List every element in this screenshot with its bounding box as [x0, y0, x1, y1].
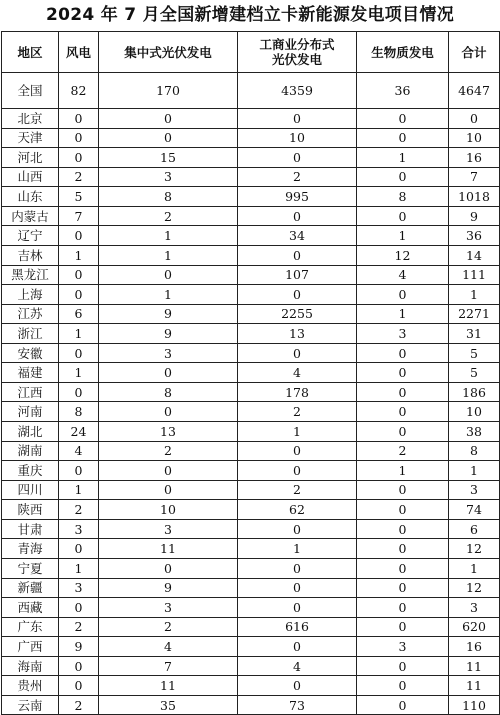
cell-centralized-pv: 0 — [99, 128, 238, 148]
cell-distributed-pv: 10 — [238, 128, 357, 148]
cell-total: 1 — [449, 461, 500, 481]
cell-region: 山西 — [2, 167, 59, 187]
table-row — [2, 402, 500, 422]
page-title: 2024 年 7 月全国新增建档立卡新能源发电项目情况 — [46, 5, 454, 25]
header-distributed-pv — [238, 32, 357, 73]
cell-distributed-pv: 0 — [238, 578, 357, 598]
cell-total: 10 — [449, 402, 500, 422]
cell-biomass: 0 — [357, 598, 449, 618]
cell-biomass: 0 — [357, 109, 449, 129]
cell-wind: 82 — [59, 73, 99, 109]
cell-centralized-pv: 4 — [99, 637, 238, 657]
cell-total: 14 — [449, 245, 500, 265]
cell-centralized-pv: 3 — [99, 343, 238, 363]
cell-biomass: 12 — [357, 245, 449, 265]
cell-centralized-pv: 9 — [99, 304, 238, 324]
cell-total: 16 — [449, 637, 500, 657]
cell-distributed-pv: 0 — [238, 461, 357, 481]
cell-biomass: 3 — [357, 324, 449, 344]
cell-centralized-pv: 1 — [99, 285, 238, 305]
cell-distributed-pv: 0 — [238, 519, 357, 539]
cell-biomass: 0 — [357, 578, 449, 598]
cell-wind: 1 — [59, 558, 99, 578]
cell-centralized-pv: 3 — [99, 167, 238, 187]
cell-centralized-pv: 9 — [99, 578, 238, 598]
table-row — [2, 285, 500, 305]
cell-total: 7 — [449, 167, 500, 187]
cell-centralized-pv: 3 — [99, 598, 238, 618]
cell-region: 湖北 — [2, 422, 59, 442]
table-row — [2, 128, 500, 148]
cell-distributed-pv: 73 — [238, 695, 357, 715]
cell-distributed-pv: 0 — [238, 598, 357, 618]
cell-biomass: 0 — [357, 617, 449, 637]
table-row — [2, 676, 500, 696]
header-region: 地区 — [2, 32, 59, 73]
cell-total: 620 — [449, 617, 500, 637]
cell-wind: 0 — [59, 109, 99, 129]
cell-total: 110 — [449, 695, 500, 715]
cell-distributed-pv: 1 — [238, 422, 357, 442]
cell-region: 内蒙古 — [2, 206, 59, 226]
cell-total: 11 — [449, 676, 500, 696]
cell-distributed-pv: 0 — [238, 441, 357, 461]
cell-distributed-pv: 0 — [238, 676, 357, 696]
table-row — [2, 656, 500, 676]
cell-region: 广西 — [2, 637, 59, 657]
table-row — [2, 343, 500, 363]
cell-total: 1018 — [449, 187, 500, 207]
header-total: 合计 — [449, 32, 500, 73]
cell-distributed-pv: 4 — [238, 363, 357, 383]
table-header-row — [2, 32, 500, 73]
table-row — [2, 245, 500, 265]
cell-distributed-pv: 2 — [238, 480, 357, 500]
cell-wind: 9 — [59, 637, 99, 657]
cell-wind: 0 — [59, 343, 99, 363]
cell-region: 吉林 — [2, 245, 59, 265]
header-wind: 风电 — [59, 32, 99, 73]
cell-biomass: 0 — [357, 402, 449, 422]
cell-centralized-pv: 7 — [99, 656, 238, 676]
table-row — [2, 422, 500, 442]
table-row — [2, 167, 500, 187]
cell-distributed-pv: 0 — [238, 148, 357, 168]
cell-region: 云南 — [2, 695, 59, 715]
cell-wind: 2 — [59, 695, 99, 715]
cell-region: 宁夏 — [2, 558, 59, 578]
cell-distributed-pv: 62 — [238, 500, 357, 520]
cell-distributed-pv: 0 — [238, 637, 357, 657]
cell-biomass: 0 — [357, 206, 449, 226]
cell-centralized-pv: 2 — [99, 206, 238, 226]
cell-region: 陕西 — [2, 500, 59, 520]
cell-wind: 0 — [59, 598, 99, 618]
header-distributed-pv-line2: 光伏发电 — [271, 52, 322, 67]
cell-wind: 5 — [59, 187, 99, 207]
table-row — [2, 187, 500, 207]
cell-total: 11 — [449, 656, 500, 676]
cell-total: 12 — [449, 578, 500, 598]
cell-total: 74 — [449, 500, 500, 520]
cell-total: 10 — [449, 128, 500, 148]
cell-biomass: 4 — [357, 265, 449, 285]
cell-biomass: 0 — [357, 422, 449, 442]
cell-distributed-pv: 616 — [238, 617, 357, 637]
cell-distributed-pv: 0 — [238, 285, 357, 305]
cell-biomass: 0 — [357, 539, 449, 559]
cell-biomass: 0 — [357, 558, 449, 578]
cell-centralized-pv: 0 — [99, 363, 238, 383]
cell-region: 广东 — [2, 617, 59, 637]
cell-total: 31 — [449, 324, 500, 344]
header-centralized-pv: 集中式光伏发电 — [99, 32, 238, 73]
cell-centralized-pv: 0 — [99, 558, 238, 578]
table-row — [2, 695, 500, 715]
cell-distributed-pv: 178 — [238, 382, 357, 402]
cell-wind: 0 — [59, 148, 99, 168]
table-row — [2, 500, 500, 520]
project-table — [1, 31, 500, 715]
cell-centralized-pv: 3 — [99, 519, 238, 539]
cell-region: 黑龙江 — [2, 265, 59, 285]
cell-biomass: 1 — [357, 461, 449, 481]
cell-region: 山东 — [2, 187, 59, 207]
cell-total: 186 — [449, 382, 500, 402]
cell-total: 111 — [449, 265, 500, 285]
table-row — [2, 578, 500, 598]
table-row — [2, 363, 500, 383]
cell-total: 36 — [449, 226, 500, 246]
cell-distributed-pv: 0 — [238, 558, 357, 578]
cell-total: 3 — [449, 598, 500, 618]
cell-biomass: 1 — [357, 148, 449, 168]
cell-centralized-pv: 13 — [99, 422, 238, 442]
table-row — [2, 324, 500, 344]
table-row — [2, 480, 500, 500]
cell-biomass: 0 — [357, 519, 449, 539]
cell-distributed-pv: 2 — [238, 402, 357, 422]
cell-centralized-pv: 11 — [99, 539, 238, 559]
cell-region: 江西 — [2, 382, 59, 402]
cell-total: 1 — [449, 285, 500, 305]
cell-biomass: 0 — [357, 480, 449, 500]
table-row — [2, 304, 500, 324]
cell-wind: 0 — [59, 539, 99, 559]
cell-wind: 1 — [59, 324, 99, 344]
cell-total: 16 — [449, 148, 500, 168]
cell-centralized-pv: 2 — [99, 617, 238, 637]
cell-centralized-pv: 8 — [99, 382, 238, 402]
cell-total: 5 — [449, 363, 500, 383]
table-row — [2, 206, 500, 226]
cell-biomass: 8 — [357, 187, 449, 207]
cell-centralized-pv: 0 — [99, 109, 238, 129]
cell-total: 4647 — [449, 73, 500, 109]
cell-wind: 0 — [59, 461, 99, 481]
table-row — [2, 637, 500, 657]
cell-biomass: 1 — [357, 226, 449, 246]
cell-centralized-pv: 8 — [99, 187, 238, 207]
cell-total: 0 — [449, 109, 500, 129]
cell-region: 安徽 — [2, 343, 59, 363]
cell-biomass: 0 — [357, 343, 449, 363]
cell-region: 湖南 — [2, 441, 59, 461]
cell-distributed-pv: 0 — [238, 206, 357, 226]
cell-centralized-pv: 9 — [99, 324, 238, 344]
cell-distributed-pv: 107 — [238, 265, 357, 285]
cell-region: 海南 — [2, 656, 59, 676]
cell-region: 西藏 — [2, 598, 59, 618]
cell-total: 12 — [449, 539, 500, 559]
cell-distributed-pv: 0 — [238, 109, 357, 129]
cell-biomass: 1 — [357, 304, 449, 324]
cell-centralized-pv: 10 — [99, 500, 238, 520]
cell-biomass: 0 — [357, 363, 449, 383]
cell-total: 38 — [449, 422, 500, 442]
cell-centralized-pv: 0 — [99, 402, 238, 422]
cell-region: 河南 — [2, 402, 59, 422]
cell-total: 9 — [449, 206, 500, 226]
cell-region: 重庆 — [2, 461, 59, 481]
cell-wind: 7 — [59, 206, 99, 226]
cell-wind: 0 — [59, 676, 99, 696]
cell-distributed-pv: 995 — [238, 187, 357, 207]
cell-biomass: 0 — [357, 382, 449, 402]
cell-wind: 0 — [59, 656, 99, 676]
cell-biomass: 2 — [357, 441, 449, 461]
cell-distributed-pv: 0 — [238, 245, 357, 265]
cell-distributed-pv: 4 — [238, 656, 357, 676]
table-row — [2, 226, 500, 246]
cell-region: 浙江 — [2, 324, 59, 344]
cell-wind: 6 — [59, 304, 99, 324]
cell-distributed-pv: 2255 — [238, 304, 357, 324]
cell-total: 3 — [449, 480, 500, 500]
cell-distributed-pv: 34 — [238, 226, 357, 246]
cell-wind: 0 — [59, 226, 99, 246]
cell-wind: 2 — [59, 167, 99, 187]
cell-biomass: 3 — [357, 637, 449, 657]
cell-region: 辽宁 — [2, 226, 59, 246]
table-row — [2, 519, 500, 539]
cell-wind: 24 — [59, 422, 99, 442]
cell-wind: 3 — [59, 519, 99, 539]
table-row — [2, 148, 500, 168]
header-distributed-pv-line1: 工商业分布式 — [259, 37, 335, 52]
table-row — [2, 617, 500, 637]
cell-centralized-pv: 0 — [99, 480, 238, 500]
table-row — [2, 265, 500, 285]
cell-distributed-pv: 4359 — [238, 73, 357, 109]
cell-centralized-pv: 1 — [99, 226, 238, 246]
cell-region: 四川 — [2, 480, 59, 500]
cell-wind: 4 — [59, 441, 99, 461]
cell-total: 8 — [449, 441, 500, 461]
cell-biomass: 0 — [357, 128, 449, 148]
cell-centralized-pv: 0 — [99, 461, 238, 481]
cell-distributed-pv: 13 — [238, 324, 357, 344]
cell-total: 6 — [449, 519, 500, 539]
table-row — [2, 441, 500, 461]
cell-wind: 1 — [59, 363, 99, 383]
cell-centralized-pv: 11 — [99, 676, 238, 696]
cell-region: 福建 — [2, 363, 59, 383]
cell-biomass: 0 — [357, 167, 449, 187]
cell-region: 贵州 — [2, 676, 59, 696]
cell-distributed-pv: 0 — [238, 343, 357, 363]
cell-centralized-pv: 2 — [99, 441, 238, 461]
cell-region: 河北 — [2, 148, 59, 168]
cell-region: 天津 — [2, 128, 59, 148]
cell-centralized-pv: 170 — [99, 73, 238, 109]
header-biomass: 生物质发电 — [357, 32, 449, 73]
cell-wind: 0 — [59, 382, 99, 402]
cell-total: 5 — [449, 343, 500, 363]
cell-wind: 0 — [59, 285, 99, 305]
cell-biomass: 0 — [357, 285, 449, 305]
cell-wind: 3 — [59, 578, 99, 598]
cell-region: 上海 — [2, 285, 59, 305]
table-row — [2, 461, 500, 481]
table-row — [2, 558, 500, 578]
cell-wind: 1 — [59, 245, 99, 265]
cell-region: 北京 — [2, 109, 59, 129]
table-row-national — [2, 73, 500, 109]
cell-total: 2271 — [449, 304, 500, 324]
cell-region: 全国 — [2, 73, 59, 109]
table-row — [2, 109, 500, 129]
table-row — [2, 382, 500, 402]
cell-biomass: 0 — [357, 500, 449, 520]
cell-biomass: 0 — [357, 695, 449, 715]
cell-wind: 2 — [59, 500, 99, 520]
cell-distributed-pv: 1 — [238, 539, 357, 559]
table-row — [2, 598, 500, 618]
cell-centralized-pv: 0 — [99, 265, 238, 285]
cell-region: 江苏 — [2, 304, 59, 324]
cell-distributed-pv: 2 — [238, 167, 357, 187]
cell-biomass: 36 — [357, 73, 449, 109]
cell-centralized-pv: 1 — [99, 245, 238, 265]
cell-centralized-pv: 15 — [99, 148, 238, 168]
cell-region: 甘肃 — [2, 519, 59, 539]
cell-wind: 0 — [59, 128, 99, 148]
cell-centralized-pv: 35 — [99, 695, 238, 715]
cell-wind: 2 — [59, 617, 99, 637]
cell-biomass: 0 — [357, 676, 449, 696]
cell-total: 1 — [449, 558, 500, 578]
cell-wind: 1 — [59, 480, 99, 500]
cell-wind: 0 — [59, 265, 99, 285]
cell-region: 新疆 — [2, 578, 59, 598]
cell-biomass: 0 — [357, 656, 449, 676]
table-row — [2, 539, 500, 559]
cell-wind: 8 — [59, 402, 99, 422]
cell-region: 青海 — [2, 539, 59, 559]
